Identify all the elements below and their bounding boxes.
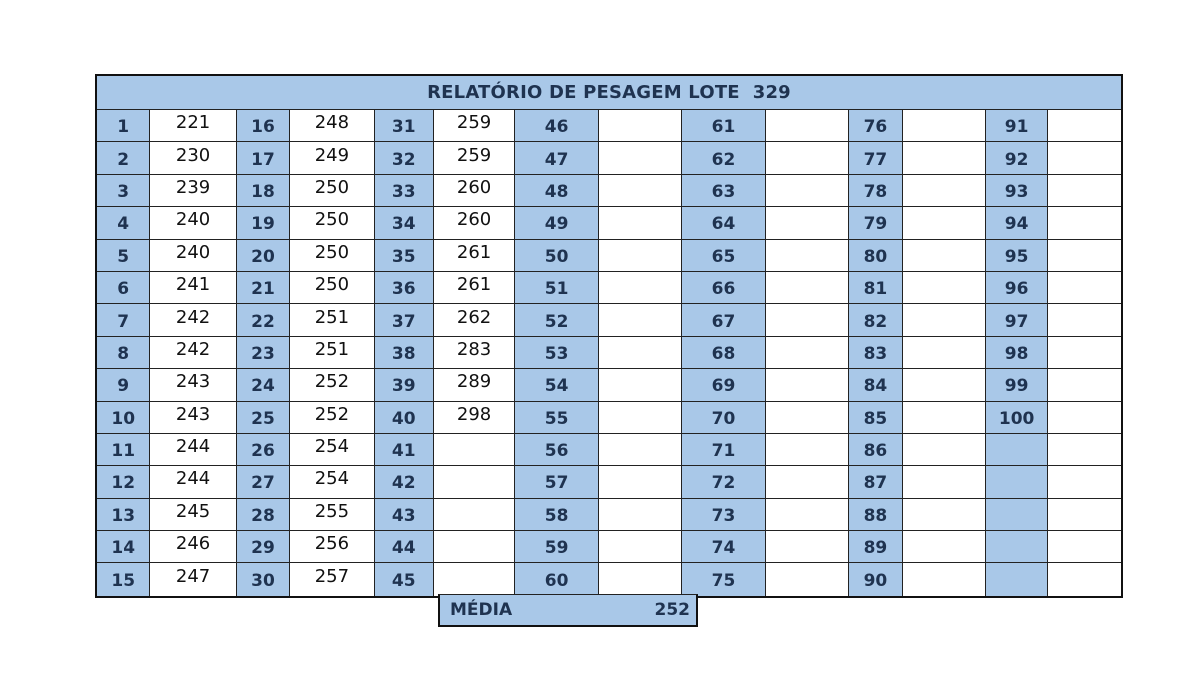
animal-number-cell: 34	[375, 207, 434, 239]
animal-number-cell	[986, 434, 1048, 466]
weight-cell: 262	[434, 304, 516, 336]
animal-number-cell	[986, 563, 1048, 595]
weight-cell: 250	[290, 240, 374, 272]
weight-cell	[903, 402, 986, 434]
animal-number-cell: 48	[515, 175, 598, 207]
animal-number-cell: 90	[849, 563, 902, 595]
weight-cell: 240	[150, 207, 236, 239]
average-label: MÉDIA	[450, 600, 513, 620]
animal-number-cell: 28	[237, 499, 290, 531]
animal-number-cell: 95	[986, 240, 1048, 272]
weight-cell	[1048, 272, 1121, 304]
animal-number-cell: 54	[515, 369, 598, 401]
animal-number-cell: 64	[682, 207, 765, 239]
weight-cell	[766, 272, 849, 304]
weight-cell: 257	[290, 563, 374, 595]
animal-number-cell: 47	[515, 142, 598, 174]
animal-number-cell: 69	[682, 369, 765, 401]
animal-number-cell: 14	[97, 531, 150, 563]
weight-cell	[599, 175, 682, 207]
weight-cell: 244	[150, 466, 236, 498]
animal-number-cell: 66	[682, 272, 765, 304]
weight-cell	[766, 240, 849, 272]
weight-column	[903, 110, 986, 596]
report-title: RELATÓRIO DE PESAGEM LOTE 329	[97, 76, 1121, 110]
weight-cell	[434, 563, 516, 595]
animal-number-cell: 25	[237, 402, 290, 434]
animal-number-cell: 61	[682, 110, 765, 142]
weight-cell	[1048, 142, 1121, 174]
weight-cell	[766, 207, 849, 239]
weight-cell	[599, 272, 682, 304]
animal-number-cell: 100	[986, 402, 1048, 434]
weight-cell	[599, 369, 682, 401]
weight-cell	[599, 466, 682, 498]
animal-number-cell: 86	[849, 434, 902, 466]
weight-cell	[1048, 240, 1121, 272]
animal-number-cell: 84	[849, 369, 902, 401]
weight-cell: 252	[290, 369, 374, 401]
animal-number-cell: 9	[97, 369, 150, 401]
animal-number-cell: 46	[515, 110, 598, 142]
number-column	[97, 110, 150, 596]
weight-cell: 242	[150, 304, 236, 336]
weight-cell	[766, 563, 849, 595]
weight-cell	[903, 466, 986, 498]
animal-number-cell: 75	[682, 563, 765, 595]
animal-number-cell: 91	[986, 110, 1048, 142]
animal-number-cell: 2	[97, 142, 150, 174]
animal-number-cell: 70	[682, 402, 765, 434]
animal-number-cell: 44	[375, 531, 434, 563]
animal-number-cell: 77	[849, 142, 902, 174]
animal-number-cell: 52	[515, 304, 598, 336]
animal-number-cell: 3	[97, 175, 150, 207]
weight-cell: 230	[150, 142, 236, 174]
animal-number-cell: 76	[849, 110, 902, 142]
weight-cell	[766, 110, 849, 142]
animal-number-cell: 24	[237, 369, 290, 401]
weight-cell	[599, 402, 682, 434]
animal-number-cell: 81	[849, 272, 902, 304]
weight-cell	[599, 531, 682, 563]
animal-number-cell: 8	[97, 337, 150, 369]
weight-cell	[903, 531, 986, 563]
weight-column	[290, 110, 374, 596]
animal-number-cell: 15	[97, 563, 150, 595]
weight-cell	[434, 434, 516, 466]
animal-number-cell: 27	[237, 466, 290, 498]
weight-column	[150, 110, 236, 596]
animal-number-cell: 45	[375, 563, 434, 595]
weight-column	[766, 110, 849, 596]
animal-number-cell: 67	[682, 304, 765, 336]
animal-number-cell: 50	[515, 240, 598, 272]
weight-cell: 243	[150, 402, 236, 434]
weight-cell	[1048, 434, 1121, 466]
animal-number-cell: 68	[682, 337, 765, 369]
weight-cell	[1048, 466, 1121, 498]
weight-column	[599, 110, 682, 596]
weight-cell	[766, 499, 849, 531]
weight-cell	[766, 337, 849, 369]
number-column	[237, 110, 290, 596]
animal-number-cell: 71	[682, 434, 765, 466]
number-column	[375, 110, 434, 596]
animal-number-cell: 26	[237, 434, 290, 466]
weight-cell	[599, 337, 682, 369]
weight-cell	[599, 499, 682, 531]
animal-number-cell: 79	[849, 207, 902, 239]
animal-number-cell: 1	[97, 110, 150, 142]
weight-cell	[766, 466, 849, 498]
weight-cell: 261	[434, 272, 516, 304]
number-column	[682, 110, 765, 596]
average-value: 252	[654, 600, 690, 620]
number-column	[986, 110, 1048, 596]
animal-number-cell: 35	[375, 240, 434, 272]
weight-cell	[599, 304, 682, 336]
weight-cell: 254	[290, 434, 374, 466]
weight-cell	[766, 175, 849, 207]
weight-cell: 250	[290, 207, 374, 239]
weight-cell: 251	[290, 304, 374, 336]
animal-number-cell: 74	[682, 531, 765, 563]
animal-number-cell: 58	[515, 499, 598, 531]
weight-cell	[903, 304, 986, 336]
weight-cell	[766, 304, 849, 336]
weight-cell	[1048, 531, 1121, 563]
animal-number-cell: 13	[97, 499, 150, 531]
weight-cell: 259	[434, 110, 516, 142]
animal-number-cell: 72	[682, 466, 765, 498]
animal-number-cell: 40	[375, 402, 434, 434]
animal-number-cell: 32	[375, 142, 434, 174]
weight-cell: 251	[290, 337, 374, 369]
animal-number-cell: 41	[375, 434, 434, 466]
weighing-report-table	[95, 74, 1123, 598]
weight-cell	[766, 531, 849, 563]
weight-cell: 254	[290, 466, 374, 498]
animal-number-cell: 18	[237, 175, 290, 207]
weight-cell: 239	[150, 175, 236, 207]
animal-number-cell: 4	[97, 207, 150, 239]
weight-cell: 249	[290, 142, 374, 174]
animal-number-cell: 93	[986, 175, 1048, 207]
weight-column	[434, 110, 516, 596]
weight-cell	[1048, 207, 1121, 239]
animal-number-cell: 80	[849, 240, 902, 272]
animal-number-cell: 55	[515, 402, 598, 434]
animal-number-cell: 30	[237, 563, 290, 595]
weight-cell	[766, 434, 849, 466]
animal-number-cell: 60	[515, 563, 598, 595]
weight-column	[1048, 110, 1121, 596]
animal-number-cell: 49	[515, 207, 598, 239]
animal-number-cell: 57	[515, 466, 598, 498]
animal-number-cell: 43	[375, 499, 434, 531]
weight-cell	[599, 434, 682, 466]
weight-cell: 289	[434, 369, 516, 401]
weight-cell	[903, 434, 986, 466]
weight-cell: 283	[434, 337, 516, 369]
animal-number-cell: 99	[986, 369, 1048, 401]
animal-number-cell: 22	[237, 304, 290, 336]
weight-cell: 261	[434, 240, 516, 272]
weight-cell: 250	[290, 272, 374, 304]
animal-number-cell: 85	[849, 402, 902, 434]
animal-number-cell: 56	[515, 434, 598, 466]
weight-cell	[1048, 499, 1121, 531]
animal-number-cell: 73	[682, 499, 765, 531]
number-column	[515, 110, 598, 596]
animal-number-cell: 37	[375, 304, 434, 336]
weight-cell	[903, 207, 986, 239]
weight-cell	[903, 499, 986, 531]
animal-number-cell: 82	[849, 304, 902, 336]
report-grid	[97, 110, 1121, 596]
animal-number-cell: 29	[237, 531, 290, 563]
weight-cell: 241	[150, 272, 236, 304]
animal-number-cell	[986, 466, 1048, 498]
weight-cell	[766, 142, 849, 174]
animal-number-cell: 53	[515, 337, 598, 369]
animal-number-cell	[986, 531, 1048, 563]
weight-cell: 256	[290, 531, 374, 563]
weight-cell	[903, 563, 986, 595]
weight-cell	[766, 369, 849, 401]
weight-cell	[599, 240, 682, 272]
animal-number-cell: 98	[986, 337, 1048, 369]
weight-cell: 246	[150, 531, 236, 563]
weight-cell	[434, 499, 516, 531]
weight-cell: 245	[150, 499, 236, 531]
weight-cell	[766, 402, 849, 434]
animal-number-cell: 94	[986, 207, 1048, 239]
weight-cell	[903, 337, 986, 369]
weight-cell	[1048, 563, 1121, 595]
weight-cell	[599, 207, 682, 239]
weight-cell: 244	[150, 434, 236, 466]
weight-cell: 250	[290, 175, 374, 207]
animal-number-cell: 51	[515, 272, 598, 304]
animal-number-cell: 19	[237, 207, 290, 239]
weight-cell	[1048, 175, 1121, 207]
animal-number-cell: 96	[986, 272, 1048, 304]
weight-cell: 260	[434, 207, 516, 239]
weight-cell	[1048, 304, 1121, 336]
animal-number-cell: 10	[97, 402, 150, 434]
weight-cell	[903, 175, 986, 207]
animal-number-cell: 7	[97, 304, 150, 336]
animal-number-cell: 11	[97, 434, 150, 466]
weight-cell: 221	[150, 110, 236, 142]
weight-cell: 240	[150, 240, 236, 272]
number-column	[849, 110, 902, 596]
weight-cell: 242	[150, 337, 236, 369]
animal-number-cell: 16	[237, 110, 290, 142]
animal-number-cell: 36	[375, 272, 434, 304]
animal-number-cell: 38	[375, 337, 434, 369]
animal-number-cell: 88	[849, 499, 902, 531]
weight-cell: 255	[290, 499, 374, 531]
weight-cell	[434, 531, 516, 563]
weight-cell	[903, 142, 986, 174]
animal-number-cell: 17	[237, 142, 290, 174]
animal-number-cell: 12	[97, 466, 150, 498]
animal-number-cell: 39	[375, 369, 434, 401]
animal-number-cell: 87	[849, 466, 902, 498]
animal-number-cell: 23	[237, 337, 290, 369]
animal-number-cell: 78	[849, 175, 902, 207]
animal-number-cell: 89	[849, 531, 902, 563]
weight-cell	[1048, 337, 1121, 369]
animal-number-cell	[986, 499, 1048, 531]
weight-cell	[1048, 110, 1121, 142]
weight-cell	[903, 240, 986, 272]
animal-number-cell: 42	[375, 466, 434, 498]
animal-number-cell: 31	[375, 110, 434, 142]
animal-number-cell: 59	[515, 531, 598, 563]
animal-number-cell: 6	[97, 272, 150, 304]
weight-cell	[903, 110, 986, 142]
weight-cell	[903, 272, 986, 304]
animal-number-cell: 83	[849, 337, 902, 369]
weight-cell	[1048, 402, 1121, 434]
average-row	[438, 594, 698, 627]
weight-cell	[599, 563, 682, 595]
animal-number-cell: 92	[986, 142, 1048, 174]
weight-cell: 260	[434, 175, 516, 207]
weight-cell	[434, 466, 516, 498]
weight-cell: 248	[290, 110, 374, 142]
weight-cell	[1048, 369, 1121, 401]
animal-number-cell: 5	[97, 240, 150, 272]
weight-cell: 298	[434, 402, 516, 434]
weight-cell	[599, 142, 682, 174]
animal-number-cell: 97	[986, 304, 1048, 336]
weight-cell: 252	[290, 402, 374, 434]
weight-cell: 247	[150, 563, 236, 595]
animal-number-cell: 63	[682, 175, 765, 207]
weight-cell	[903, 369, 986, 401]
animal-number-cell: 20	[237, 240, 290, 272]
animal-number-cell: 21	[237, 272, 290, 304]
animal-number-cell: 62	[682, 142, 765, 174]
animal-number-cell: 33	[375, 175, 434, 207]
weight-cell: 259	[434, 142, 516, 174]
animal-number-cell: 65	[682, 240, 765, 272]
weight-cell	[599, 110, 682, 142]
weight-cell: 243	[150, 369, 236, 401]
